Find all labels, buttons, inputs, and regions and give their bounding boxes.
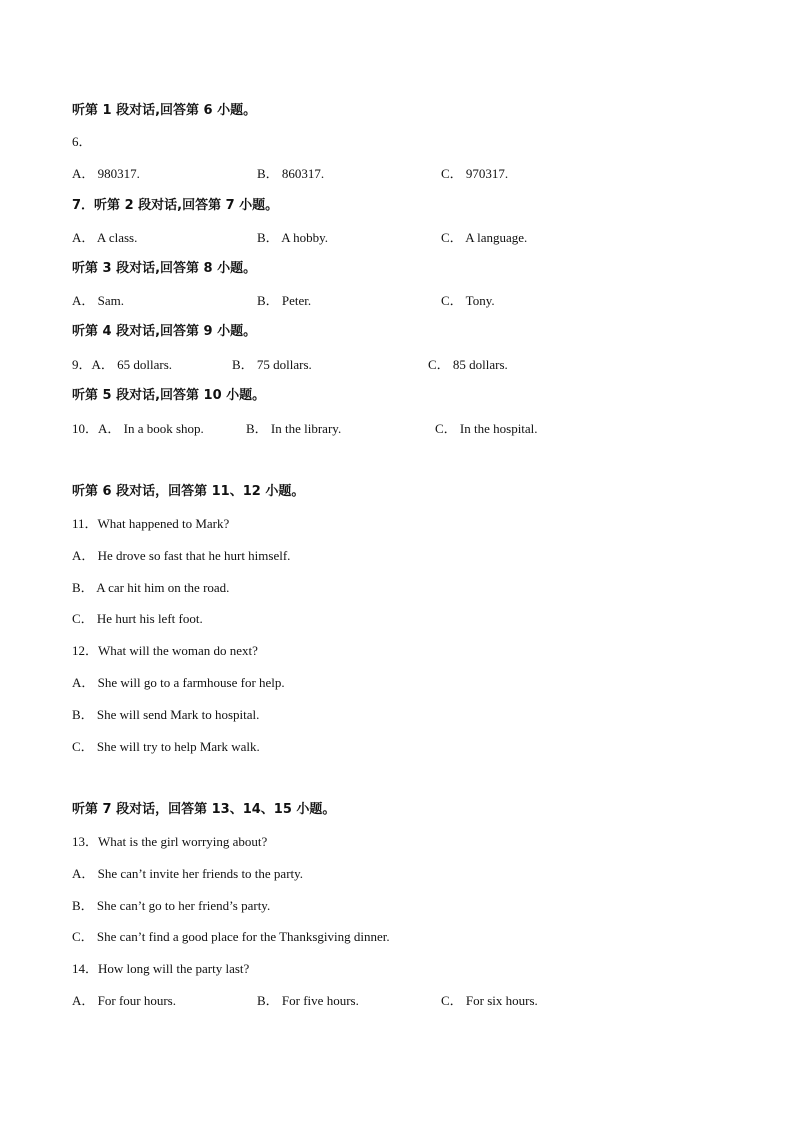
option-b: B． 75 dollars. — [232, 357, 312, 372]
option-c: C． 85 dollars. — [428, 357, 508, 372]
question-number: 6． — [72, 134, 92, 149]
option-b: B． A hobby. — [257, 230, 329, 245]
option-a: A． For four hours. — [72, 993, 176, 1008]
section-heading: 听第 6 段对话，回答第 11、12 小题。 — [72, 484, 305, 499]
section-heading: 听第 1 段对话,回答第 6 小题。 — [72, 103, 257, 118]
option-b: B． She can’t go to her friend’s party. — [72, 898, 271, 913]
section-heading: 听第 3 段对话,回答第 8 小题。 — [72, 261, 257, 276]
option-c: C． Tony. — [441, 293, 495, 308]
question-text: 13．What is the girl worrying about? — [72, 834, 268, 849]
option-c: C． In the hospital. — [435, 421, 538, 436]
question-text: 14．How long will the party last? — [72, 961, 250, 976]
option-a: A． A class. — [72, 230, 138, 245]
option-a: 9．A． 65 dollars. — [72, 357, 173, 372]
section-heading: 听第 7 段对话，回答第 13、14、15 小题。 — [72, 802, 336, 817]
option-c: C． He hurt his left foot. — [72, 611, 203, 626]
option-b: B． In the library. — [246, 421, 342, 436]
option-c: C． She will try to help Mark walk. — [72, 739, 260, 754]
section-heading: 听第 4 段对话,回答第 9 小题。 — [72, 324, 257, 339]
option-a: A． Sam. — [72, 293, 125, 308]
option-b: B． She will send Mark to hospital. — [72, 707, 260, 722]
option-c: C． She can’t find a good place for the Thanksgiving dinner. — [72, 929, 390, 944]
option-c: C． For six hours. — [441, 993, 538, 1008]
question-text: 12．What will the woman do next? — [72, 643, 258, 658]
option-c: C． 970317. — [441, 166, 509, 181]
option-b: B． 860317. — [257, 166, 325, 181]
section-heading: 听第 5 段对话,回答第 10 小题。 — [72, 388, 266, 403]
option-b: B． Peter. — [257, 293, 312, 308]
section-heading: 7．听第 2 段对话,回答第 7 小题。 — [72, 198, 279, 213]
option-a: A． She can’t invite her friends to the party. — [72, 866, 304, 881]
option-b: B． For five hours. — [257, 993, 359, 1008]
option-b: B． A car hit him on the road. — [72, 580, 230, 595]
question-text: 11．What happened to Mark? — [72, 516, 230, 531]
option-a: A． 980317. — [72, 166, 140, 181]
option-a: A． She will go to a farmhouse for help. — [72, 675, 285, 690]
option-a: 10．A． In a book shop. — [72, 421, 204, 436]
option-c: C． A language. — [441, 230, 528, 245]
option-a: A． He drove so fast that he hurt himself. — [72, 548, 291, 563]
